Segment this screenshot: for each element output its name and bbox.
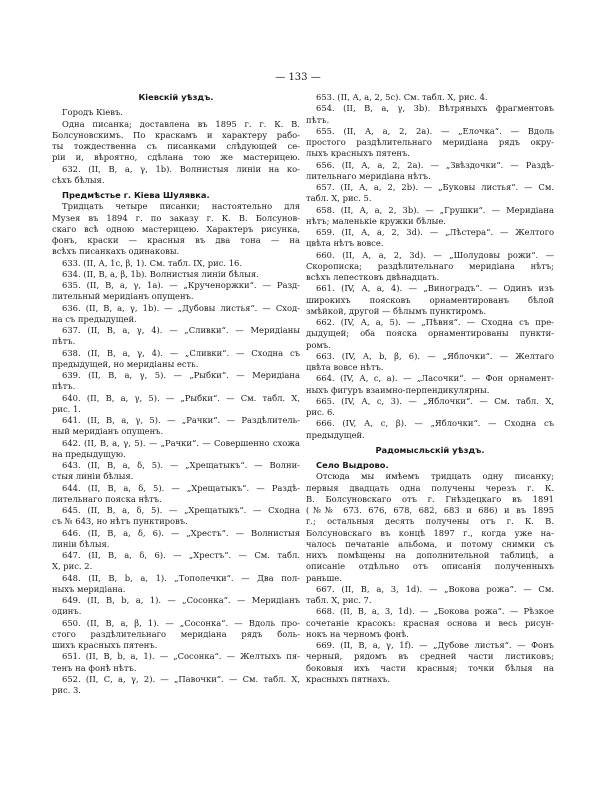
right-column-line: цвѣта вовсе нѣтъ. (306, 362, 384, 372)
left-column-line: 647. (II, В, a, δ, 6). — „Хрестъ“. — См. табл. (62, 550, 300, 560)
right-column-line: 668. (II, В, a, 3, 1d). — „Бокова рожа“. — Рѣзкое (316, 606, 554, 617)
right-column-line: предыдущей. (306, 429, 365, 440)
left-column-line: съ № 643, но нѣтъ пунктировъ. (52, 516, 188, 527)
left-column-line: 649. (II, В, b, a, 1). — „Сосонка“. — Меридіанъ (62, 595, 300, 605)
right-column-line: 662. (IV, А, a, 5). — „Пѣвня“. — Сходна съ пре- (316, 317, 554, 327)
right-column-line: нихъ помѣщены на дополнительной таблицѣ, а (306, 550, 554, 560)
left-column-line: Одна писанка; доставлена въ 1895 г. г. К. В. (62, 118, 300, 129)
right-column-line: нѣтъ; маленькіе кружки бѣлые. (306, 215, 446, 226)
left-column-line: скаго всѣ одною мастерицею. Характеръ рисунка, (52, 223, 300, 234)
left-column-line: 648. (II, В, b, a, 1). „Тополечки“. — Два пол- (62, 572, 300, 583)
right-column-line: г.; остальныя десять получены отъ г. К. В. (306, 516, 554, 527)
right-column-line: лительнаго меридіана нѣтъ. (306, 170, 431, 181)
left-column-line: всѣхъ писанкахъ одинаковы. (52, 246, 180, 257)
left-column-line: Тридцать четыре писанки; настоятельно для (62, 201, 300, 212)
left-column-line: 650. (II, В, a, β, 1). — „Сосонка“. — Вдоль про- (62, 617, 300, 628)
right-column-line: 664. (IV, А, c, a). — „Ласочки“. — Фон орнамент- (316, 373, 554, 384)
left-column-line: 651. (II, В, b, a, 1). — „Сосонка“. — Желтыхъ пя- (62, 651, 300, 662)
left-column-line: 643. (II, В, a, δ, 5). — „Хрещатыкъ“. — Волни- (62, 460, 300, 470)
right-column-line: рис. 6. (306, 407, 335, 417)
left-column-line: лительный меридіанъ опущенъ. (52, 291, 194, 302)
right-column-line: 659. (II, А, a, 2, 3d). — „Лѣстера“. — Желтого (316, 227, 554, 237)
left-column-line: ныхъ меридіана. (52, 583, 126, 594)
right-column-line: Скорописка; раздѣлительнаго меридіана нѣтъ; (306, 260, 554, 271)
left-column-line: Кіевскій уѣздъ. (138, 92, 214, 102)
right-column-line: 660. (II, А, a, 2, 3d). — „Шолудовы рожи“. — (316, 249, 554, 260)
left-column-line: на съ предыдущей. (52, 313, 137, 324)
left-column-line: 638. (II, В, a, γ, 4). — „Сливки“. — Сходна съ (62, 347, 300, 358)
right-column-line: сочетаніе красокъ: красная основа и весь рисун- (306, 617, 554, 628)
left-column-line: шихъ красныхъ пятенъ. (52, 640, 158, 650)
left-column-line: лительнаго пояска нѣтъ. (52, 493, 162, 504)
left-column-line: 640. (II, В, a, γ, 5). — „Рыбки“. — См. табл. X, (62, 392, 300, 403)
right-column-line: цвѣта нѣтъ вовсе. (306, 238, 384, 249)
right-column (306, 92, 554, 685)
right-column-line: лыхъ красныхъ пятенъ. (306, 148, 410, 159)
right-column-line: (№№ 673. 676, 678, 682, 683 и 686) и въ 1895 (306, 505, 554, 515)
left-column-line: ты тождественна съ писанками слѣдующей се- (52, 141, 300, 151)
left-column-line: стого раздѣлительнаго меридіана рядъ боль- (52, 628, 300, 639)
left-column-line: 644. (II, В, a, δ, 5). — „Хрещатыкъ“. — Раздѣ- (62, 482, 300, 493)
left-column-line: тенъ на фонѣ нѣтъ. (52, 662, 137, 673)
left-column-line: 632. (II, В, a, γ, 1b). Волнистыя линіи на ко- (62, 163, 300, 174)
left-column-line: фонъ, краски — красныя въ два тона — на (52, 235, 300, 245)
left-column-line: Музея въ 1894 г. по заказу г. К. В. Болсунов- (52, 212, 300, 223)
left-column-line: 635. (II, В, a, γ, 1a). — „Крученоржки“. — Разд- (62, 280, 300, 290)
right-column-line: змѣйкой, другой — бѣлымъ пунктиромъ. (306, 305, 487, 316)
right-column-line: 656. (II, А, a, 2, 2a). — „Звѣздочки“. — Раздѣ- (316, 159, 554, 170)
right-column-line: нокъ на черномъ фонѣ. (306, 628, 409, 639)
left-column-line: 652. (II, С, a, γ, 2). — „Павочки“. — См. табл. X, (62, 673, 300, 684)
left-column-line: 633. (II, А, 1c, β, 1). См. табл. IX, рис. 16. (62, 257, 243, 268)
left-column-line: на предыдущую. (52, 448, 126, 459)
left-column-line: Городъ Кіевъ. (62, 107, 123, 118)
right-column-line: Радомысльскій уѣздъ. (375, 444, 485, 455)
right-column-line: простого раздѣлительнаго меридіана рядъ окру- (306, 137, 554, 147)
right-column-line: 666. (IV, А, c, β). — „Яблочки“. — Сходна съ (316, 418, 554, 429)
right-column-line: Село Выдрово. (316, 460, 389, 470)
left-column-line: пѣтъ. (52, 381, 76, 392)
left-column-line: 646. (II, В, a, δ, 6). — „Хрестъ“. — Волнистыя (62, 527, 300, 538)
left-column-line: 634. (II, В, a, β, 1b). Волнистыя линіи бѣлыя. (62, 268, 259, 279)
right-column-line: 667. (II, В, a, 3, 1d). — „Вокова рожа“. — См. (316, 583, 554, 594)
left-column-line: ріи и, вѣроятно, сдѣлана тою же мастерицею. (52, 152, 300, 163)
right-column-line: Отсюда мы имѣемъ тридцать одну писанку; (316, 471, 554, 482)
right-column-line: черный, рядомъ въ средней части листиковъ; (306, 651, 554, 662)
right-column-line: первыя двадцать одна получены черезъ г. К. (306, 482, 554, 493)
left-column-line: рис. 3. (52, 685, 81, 695)
right-column-line: 657. (II, А, a, 2, 2b). — „Буковы листья“. — См. (316, 182, 554, 192)
page-number: — 133 — (275, 72, 321, 83)
left-column-line: X, рис. 2. (52, 561, 93, 572)
right-column-line: боковыя ихъ части красныя; точки бѣлыя на (306, 662, 554, 673)
left-column-line: ный меридіанъ опущенъ. (52, 426, 164, 437)
right-column-line: дыдущей; оба пояска орнаментированы пункти- (306, 328, 554, 339)
left-column-line: одинъ. (52, 606, 82, 617)
right-column-line: красныхъ пятнахъ. (306, 673, 391, 684)
left-column-line: рис. 1. (52, 403, 81, 414)
right-column-line: чалось печатаніе альбома, и потому снимки съ (306, 538, 554, 549)
right-column-line: 669. (II, В, a, γ, 1f). — „Дубове листья“. — Фонъ (316, 640, 554, 650)
left-column-line: 642. (II, В, a, γ, 5). — „Рачки“. — Совершенно схожа (62, 437, 300, 448)
left-column-line: предыдущей, но меридіаны есть. (52, 358, 199, 369)
right-column-line: 653. (II, А, a, 2, 5c). См. табл. X, рис. 4. (316, 92, 488, 102)
right-column-line: табл. X, рис. 7. (306, 595, 372, 605)
right-column-line: 665. (IV, А, c, 3). — „Яблочки“. — См. табл. X, (316, 395, 554, 406)
right-column-line: раньше. (306, 572, 342, 583)
right-column-line: 663. (IV, А, b, β, 6). — „Яблочки“. — Желтаго (316, 350, 554, 361)
right-column-line: ныхъ фигуръ взаимно-перпендикулярны. (306, 384, 490, 395)
right-column-line: 655. (II, А, a, 2, 2a). — „Елочка“. — Вдоль (316, 125, 554, 136)
right-column-line: 661. (IV, А, a, 4). — „Виноградъ“. — Одинъ изъ (316, 283, 554, 294)
left-column-line: 636. (II, В, a, γ, 1b). — „Дубовы листья“. — Сход- (62, 302, 300, 313)
right-column-line: 658. (II, А, a, 2, 3b). — „Грушки“. — Меридіана (316, 204, 554, 215)
left-column (52, 92, 300, 696)
left-column-line: Предмѣстье г. Кіева Шулявка. (62, 190, 210, 200)
left-column-line: 641. (II, В, a, γ, 5). — „Рачки“. — Раздѣлитель- (62, 415, 300, 425)
right-column-line: всѣхъ лепестковъ двѣнадцать. (306, 272, 440, 282)
left-column-line: 639. (II, В, a, γ, 5). — „Рыбки“. — Меридіана (62, 370, 300, 380)
right-column-line: пѣтъ. (306, 114, 330, 125)
right-column-line: В. Болсуновскаго отъ г. Гнѣздецкаго въ 1891 (306, 493, 554, 504)
left-column-line: пѣтъ. (52, 336, 76, 347)
left-column-line: стыя линіи бѣлыя. (52, 471, 134, 482)
left-column-line: Болсуновскимъ. По краскамъ и характеру рабо- (52, 129, 300, 140)
left-column-line: 637. (II, В, a, γ, 4). — „Сливки“. — Меридіаны (62, 325, 300, 335)
right-column-line: Болсуновскаго въ концѣ 1897 г., когда уже на- (306, 527, 554, 538)
left-column-line: 645. (II, В, a, δ, 5). — „Хрещатыкъ“. — Сходна (62, 505, 300, 515)
right-column-line: 654. (II, В, a, γ, 3b). Вѣтряныхъ фрагментовъ (316, 103, 554, 114)
left-column-line: линіи бѣлыя. (52, 538, 110, 549)
right-column-line: описаніе отдѣльно отъ описанія полученныхъ (306, 561, 554, 572)
right-column-line: широкихъ поясковъ орнаментированъ бѣлой (306, 294, 554, 305)
left-column-line: сѣхъ бѣлыя. (52, 174, 105, 185)
right-column-line: ромъ. (306, 339, 331, 350)
right-column-line: табл. X, рис. 5. (306, 193, 372, 204)
